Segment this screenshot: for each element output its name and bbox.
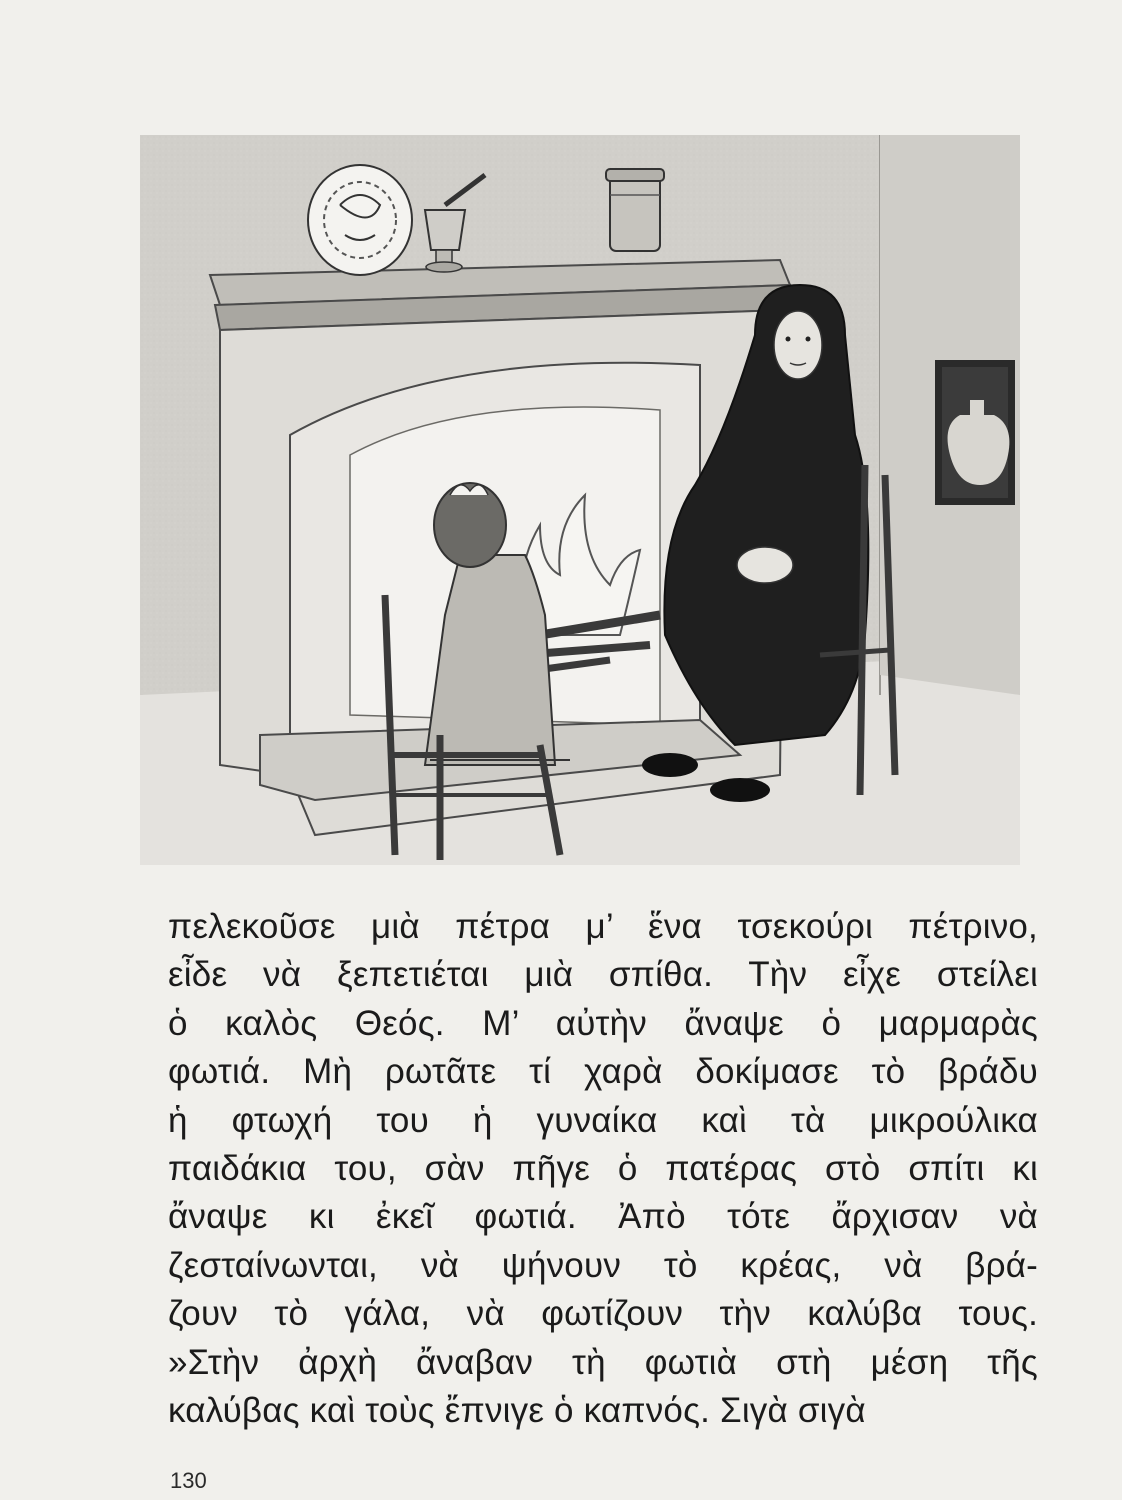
page-number: 130 xyxy=(170,1468,207,1493)
text-line: πελεκοῦσε μιὰ πέτρα μ’ ἕνα τσεκούρι πέτρινο, xyxy=(168,907,1038,946)
text-line: ζουν τὸ γάλα, νὰ φωτίζουν τὴν καλύβα τους. xyxy=(168,1294,1038,1334)
text-line: φωτιά. Μὴ ρωτᾶτε τί χαρὰ δοκίμασε τὸ βράδυ xyxy=(168,1052,1038,1092)
text-line: »Στὴν ἀρχὴ ἄναβαν τὴ φωτιὰ στὴ μέση τῆς xyxy=(168,1342,1038,1382)
text-line: παιδάκια του, σὰν πῆγε ὁ πατέρας στὸ σπίτι κι xyxy=(168,1149,1038,1189)
jar xyxy=(606,169,664,251)
text-line: ἡ φτωχή του ἡ γυναίκα καὶ τὰ μικρούλικα xyxy=(168,1100,1038,1140)
text-line: ὁ καλὸς Θεός. Μ’ αὐτὴν ἄναψε ὁ μαρμαρὰς xyxy=(168,1003,1038,1043)
text-line: εἶδε νὰ ξεπετιέται μιὰ σπίθα. Τὴν εἶχε στείλει xyxy=(168,955,1038,995)
text-line: ζεσταίνωνται, νὰ ψήνουν τὸ κρέας, νὰ βρά- xyxy=(168,1245,1038,1285)
fireplace-illustration xyxy=(140,135,1020,865)
text-line: καλύβας καὶ τοὺς ἔπνιγε ὁ καπνός. Σιγὰ σιγὰ xyxy=(168,1391,866,1431)
text-line: ἄναψε κι ἐκεῖ φωτιά. Ἀπὸ τότε ἄρχισαν νὰ xyxy=(168,1197,1038,1237)
body-text xyxy=(168,903,1038,1435)
wall-picture xyxy=(935,360,1015,505)
decorative-plate xyxy=(308,165,412,275)
